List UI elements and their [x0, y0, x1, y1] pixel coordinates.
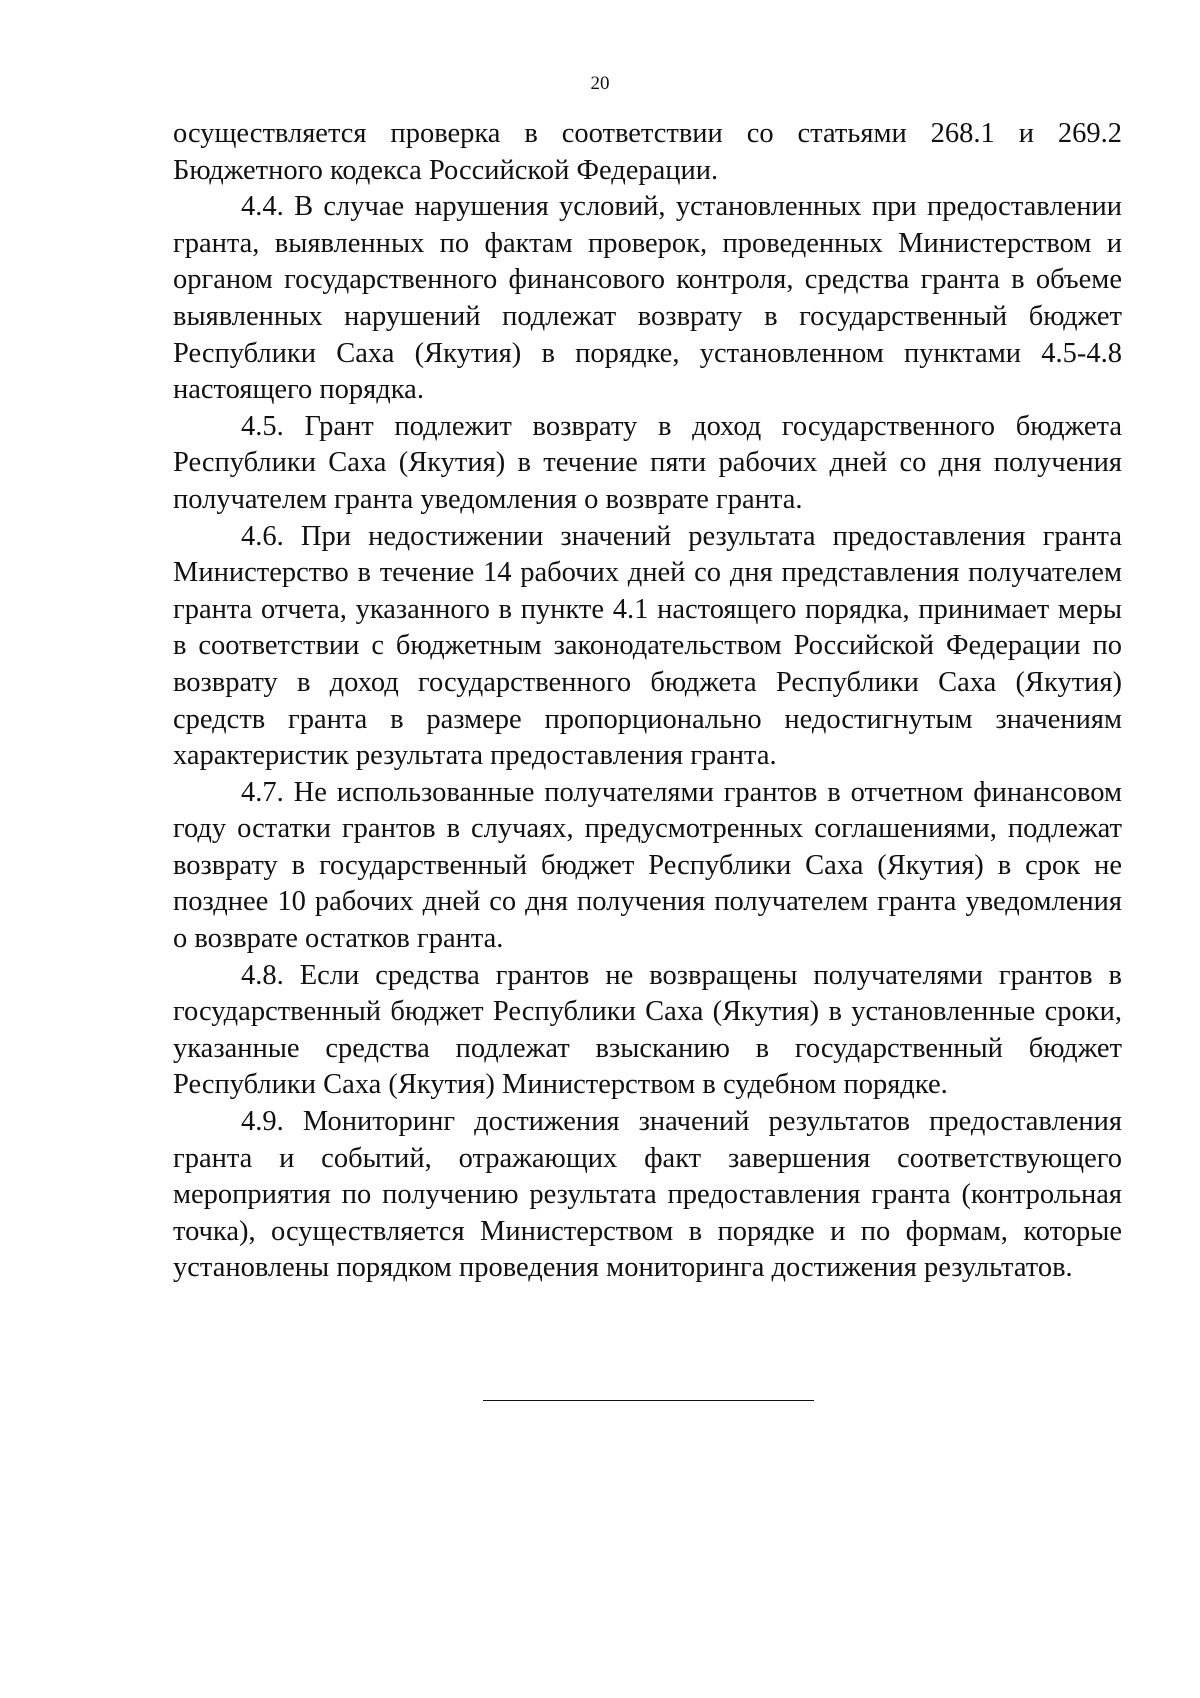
paragraph-4-4: 4.4. В случае нарушения условий, установленных при предоставлении гранта, выявленных по фактам проверок, проведенных Министерством и органом государственного финансового контроля, средства гранта в объеме выявленных нарушений подлежат возврату в государственный бюджет Республики Саха (Якутия) в порядке, установленном пунктами 4.5-4.8 настоящего порядка. — [173, 191, 1122, 406]
document-body — [173, 116, 1122, 1287]
paragraph-4-7: 4.7. Не использованные получателями грантов в отчетном финансовом году остатки грантов в случаях, предусмотренных соглашениями, подлежат возврату в государственный бюджет Республики Саха (Якутия) в срок не позднее 10 рабочих дней со дня получения получателем гранта уведомления о возврате остатков гранта. — [173, 776, 1122, 955]
paragraph-4-8: 4.8. Если средства грантов не возвращены получателями грантов в государственный бюджет Республики Саха (Якутия) в установленные сроки, указанные средства подлежат взысканию в государственный бюджет Республики Саха (Якутия) Министерством в судебном порядке. — [173, 959, 1122, 1101]
paragraph-4-5: 4.5. Грант подлежит возврату в доход государственного бюджета Республики Саха (Якутия) в течение пяти рабочих дней со дня получения получателем гранта уведомления о возврате гранта. — [173, 410, 1122, 515]
page-number: 20 — [590, 73, 610, 94]
end-of-document-rule — [483, 1400, 814, 1401]
paragraph-4-6: 4.6. При недостижении значений результата предоставления гранта Министерство в течение 14 рабочих дней со дня представления получателем гранта отчета, указанного в пункте 4.1 настоящего порядка, принимает меры в соответствии с бюджетным законодательством Российской Федерации по возврату в доход государственного бюджета Республики Саха (Якутия) средств гранта в размере пропорционально недостигнутым значениям характеристик результата предоставления гранта. — [173, 520, 1122, 772]
paragraph-continuation: осуществляется проверка в соответствии со статьями 268.1 и 269.2 Бюджетного кодекса Российской Федерации. — [173, 118, 1122, 186]
paragraph-4-9: 4.9. Мониторинг достижения значений результатов предоставления гранта и событий, отражающих факт завершения соответствующего мероприятия по получению результата предоставления гранта (контрольная точка), осуществляется Министерством в порядке и по формам, которые установлены порядком проведения мониторинга достижения результатов. — [173, 1106, 1122, 1284]
